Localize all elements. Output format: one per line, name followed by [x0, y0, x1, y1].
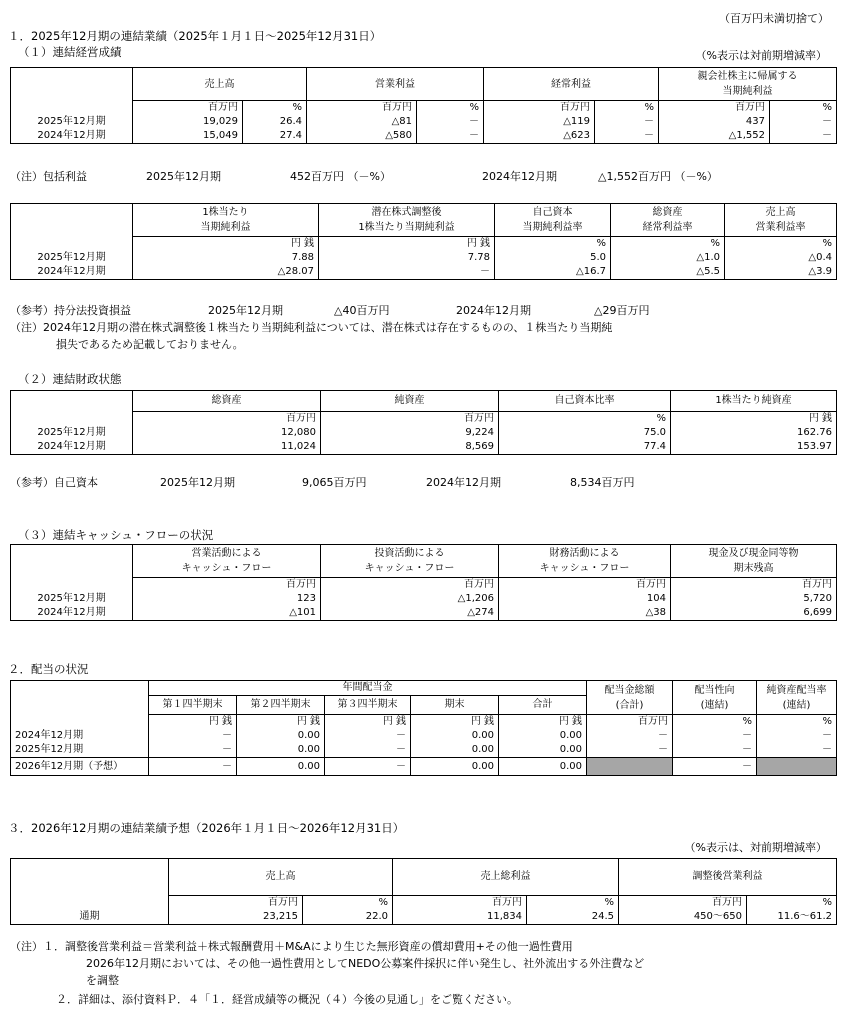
header-forecast-sales: 売上高	[169, 859, 393, 896]
equity-ref-value-1: 9,065百万円	[302, 476, 367, 489]
table-row	[11, 743, 837, 758]
row-label: 通期	[11, 910, 169, 925]
equity-method-period-1: 2025年12月期	[208, 304, 283, 317]
dividends-table	[10, 680, 837, 776]
equity-method-value-2: △29百万円	[594, 304, 650, 317]
row-label: 2024年12月期	[11, 440, 133, 455]
table-row	[11, 910, 837, 925]
cell: 0.00	[411, 743, 499, 758]
cell: 11,834	[393, 910, 527, 925]
row-label: 2024年12月期	[11, 265, 133, 280]
cell: －	[325, 729, 411, 743]
unit-cell: %	[611, 237, 725, 252]
cell: 450～650	[619, 910, 747, 925]
header-cash-end: 現金及び現金同等物 期末残高	[671, 545, 837, 578]
unit-cell: 円 銭	[237, 715, 325, 730]
unit-cell: 円 銭	[149, 715, 237, 730]
header-bps: 1株当たり純資産	[671, 391, 837, 412]
cell: 437	[659, 115, 770, 129]
cell: －	[587, 743, 673, 758]
unit-cell: 百万円	[659, 101, 770, 116]
cell: 6,699	[671, 606, 837, 621]
cell: △119	[484, 115, 595, 129]
forecast-note-1c: を調整	[86, 974, 119, 987]
unit-cell: 円 銭	[325, 715, 411, 730]
row-label: 2026年12月期（予想）	[11, 758, 149, 776]
cell: 75.0	[499, 426, 671, 440]
unit-cell: 百万円	[587, 715, 673, 730]
header-financing-cf: 財務活動による キャッシュ・フロー	[499, 545, 671, 578]
unit-cell: %	[499, 412, 671, 427]
table-row	[11, 251, 837, 265]
unit-cell: 百万円	[133, 578, 321, 593]
equity-method-value-1: △40百万円	[334, 304, 390, 317]
section-1-title: １．2025年12月期の連結業績（2025年１月１日～2025年12月31日）	[8, 29, 382, 43]
header-payout-ratio: 配当性向 (連結)	[673, 681, 757, 715]
cell: △38	[499, 606, 671, 621]
header-net-profit: 親会社株主に帰属する 当期純利益	[659, 68, 837, 101]
table-row	[11, 440, 837, 455]
cell: △274	[321, 606, 499, 621]
cell: －	[149, 758, 237, 776]
equity-method-ref-label: （参考）持分法投資損益	[10, 304, 131, 317]
cell: 23,215	[169, 910, 303, 925]
cell: 0.00	[411, 729, 499, 743]
section-2-title: ２．配当の状況	[8, 662, 89, 676]
table-row	[11, 265, 837, 280]
unit-cell: 百万円	[393, 896, 527, 911]
cell: △1,552	[659, 129, 770, 144]
cell: －	[770, 129, 837, 144]
cell: △5.5	[611, 265, 725, 280]
cell: △81	[307, 115, 417, 129]
diluted-eps-note-line-2: 損失であるため記載しておりません。	[56, 338, 244, 351]
section-1-1-title: （１）連結経営成績	[18, 45, 122, 59]
cell: 7.88	[133, 251, 319, 265]
cell: △623	[484, 129, 595, 144]
unit-cell: 百万円	[484, 101, 595, 116]
cell: 153.97	[671, 440, 837, 455]
row-label: 2024年12月期	[11, 129, 133, 144]
cell: △1.0	[611, 251, 725, 265]
header-roa: 総資産 経常利益率	[611, 204, 725, 237]
cell: －	[595, 129, 659, 144]
unit-cell: 百万円	[133, 412, 321, 427]
forecast-pct-note: （%表示は、対前期増減率）	[684, 841, 827, 854]
unit-cell: 円 銭	[411, 715, 499, 730]
table-row	[11, 115, 837, 129]
cell: －	[417, 129, 484, 144]
forecast-table	[10, 858, 837, 925]
header-forecast-gross-profit: 売上総利益	[393, 859, 619, 896]
unit-cell: 百万円	[499, 578, 671, 593]
table-row-forecast	[11, 758, 837, 776]
unit-cell: %	[595, 101, 659, 116]
cell: 0.00	[237, 729, 325, 743]
header-forecast-adjusted-op: 調整後営業利益	[619, 859, 837, 896]
unit-cell: %	[243, 101, 307, 116]
cell: －	[757, 743, 837, 758]
unit-cell: %	[747, 896, 837, 911]
cell: 0.00	[411, 758, 499, 776]
equity-ref-period-2: 2024年12月期	[426, 476, 501, 489]
cell: 15,049	[133, 129, 243, 144]
cell: 9,224	[321, 426, 499, 440]
header-q1: 第１四半期末	[149, 696, 237, 715]
cell: －	[595, 115, 659, 129]
cell: △28.07	[133, 265, 319, 280]
unit-cell: 百万円	[307, 101, 417, 116]
cell: －	[325, 743, 411, 758]
table-row	[11, 592, 837, 606]
cell: －	[673, 729, 757, 743]
cell: 0.00	[237, 758, 325, 776]
cell: 26.4	[243, 115, 307, 129]
table-row	[11, 729, 837, 743]
header-total-dividend: 配当金総額 (合計)	[587, 681, 673, 715]
cell: 11,024	[133, 440, 321, 455]
header-q2: 第２四半期末	[237, 696, 325, 715]
equity-ref-period-1: 2025年12月期	[160, 476, 235, 489]
header-operating-margin: 売上高 営業利益率	[725, 204, 837, 237]
cell: 24.5	[527, 910, 619, 925]
header-operating-cf: 営業活動による キャッシュ・フロー	[133, 545, 321, 578]
section-1-2-title: （２）連結財政状態	[18, 372, 122, 386]
header-year-end: 期末	[411, 696, 499, 715]
row-label: 2025年12月期	[11, 426, 133, 440]
cell: －	[587, 729, 673, 743]
header-investing-cf: 投資活動による キャッシュ・フロー	[321, 545, 499, 578]
row-label: 2025年12月期	[11, 743, 149, 758]
equity-method-period-2: 2024年12月期	[456, 304, 531, 317]
unit-cell: 円 銭	[671, 412, 837, 427]
shaded-cell	[587, 758, 673, 776]
unit-cell: 円 銭	[499, 715, 587, 730]
operating-results-table	[10, 67, 837, 144]
cash-flow-table	[10, 544, 837, 621]
header-q3: 第３四半期末	[325, 696, 411, 715]
unit-cell: 百万円	[671, 578, 837, 593]
table-row	[11, 129, 837, 144]
section-3-title: ３．2026年12月期の連結業績予想（2026年１月１日～2026年12月31日）	[8, 821, 405, 835]
header-sales: 売上高	[133, 68, 307, 101]
unit-cell: %	[757, 715, 837, 730]
table-row	[11, 426, 837, 440]
cell: －	[417, 115, 484, 129]
cell: 123	[133, 592, 321, 606]
header-operating-profit: 営業利益	[307, 68, 484, 101]
header-blank	[11, 68, 133, 101]
cell: －	[319, 265, 495, 280]
cell: 0.00	[237, 743, 325, 758]
cell: 104	[499, 592, 671, 606]
header-total: 合計	[499, 696, 587, 715]
cell: －	[149, 729, 237, 743]
unit-cell: %	[725, 237, 837, 252]
header-roe: 自己資本 当期純利益率	[495, 204, 611, 237]
equity-ref-value-2: 8,534百万円	[570, 476, 635, 489]
cell: 19,029	[133, 115, 243, 129]
cell: 27.4	[243, 129, 307, 144]
cell: 0.00	[499, 729, 587, 743]
cell: 22.0	[303, 910, 393, 925]
financial-position-table	[10, 390, 837, 455]
comprehensive-income-value-2: △1,552百万円 （－%）	[598, 170, 718, 183]
unit-cell: 円 銭	[319, 237, 495, 252]
unit-cell: %	[303, 896, 393, 911]
cell: △16.7	[495, 265, 611, 280]
cell: △3.9	[725, 265, 837, 280]
unit-cell: %	[673, 715, 757, 730]
cell: △0.4	[725, 251, 837, 265]
forecast-note-2: ２．詳細は、添付資料Ｐ．４「１．経営成績等の概況（４）今後の見通し」をご覧ください。	[56, 993, 518, 1006]
header-total-assets: 総資産	[133, 391, 321, 412]
header-ordinary-profit: 経常利益	[484, 68, 659, 101]
header-net-assets: 純資産	[321, 391, 499, 412]
equity-ref-label: （参考）自己資本	[10, 476, 98, 489]
header-diluted-eps: 潜在株式調整後 1株当たり当期純利益	[319, 204, 495, 237]
shaded-cell	[757, 758, 837, 776]
unit-cell: 百万円	[619, 896, 747, 911]
header-eps: 1株当たり 当期純利益	[133, 204, 319, 237]
unit-cell: 百万円	[133, 101, 243, 116]
cell: 11.6～61.2	[747, 910, 837, 925]
unit-cell: 円 銭	[133, 237, 319, 252]
cell: 7.78	[319, 251, 495, 265]
row-label: 2025年12月期	[11, 115, 133, 129]
header-doe: 純資産配当率 (連結)	[757, 681, 837, 715]
cell: －	[673, 743, 757, 758]
cell: △1,206	[321, 592, 499, 606]
comprehensive-income-period-1: 2025年12月期	[146, 170, 221, 183]
forecast-note-1: （注）１．調整後営業利益＝営業利益＋株式報酬費用＋M&Aにより生じた無形資産の償却費用+その他一過性費用	[10, 940, 573, 953]
diluted-eps-note-line-1: （注）2024年12月期の潜在株式調整後１株当たり当期純利益については、潜在株式は存在するものの、１株当たり当期純	[10, 321, 613, 334]
cell: 0.00	[499, 743, 587, 758]
cell: 162.76	[671, 426, 837, 440]
cell: 77.4	[499, 440, 671, 455]
cell: 12,080	[133, 426, 321, 440]
cell: －	[770, 115, 837, 129]
unit-cell: 百万円	[321, 578, 499, 593]
table-row	[11, 606, 837, 621]
cell: －	[673, 758, 757, 776]
unit-cell: 百万円	[321, 412, 499, 427]
cell: 0.00	[499, 758, 587, 776]
unit-cell: %	[770, 101, 837, 116]
forecast-note-1b: 2026年12月期においては、その他一過性費用としてNEDO公募案件採択に伴い発生し、社外流出する外注費など	[86, 957, 645, 970]
cell: △101	[133, 606, 321, 621]
unit-cell: %	[495, 237, 611, 252]
header-equity-ratio: 自己資本比率	[499, 391, 671, 412]
cell: －	[149, 743, 237, 758]
row-label: 2024年12月期	[11, 729, 149, 743]
row-label: 2025年12月期	[11, 251, 133, 265]
per-share-ratios-table	[10, 203, 837, 280]
unit-note: （百万円未満切捨て）	[719, 12, 829, 25]
row-label: 2024年12月期	[11, 606, 133, 621]
row-label: 2025年12月期	[11, 592, 133, 606]
cell: △580	[307, 129, 417, 144]
pct-note: （%表示は対前期増減率）	[695, 49, 827, 62]
cell: －	[757, 729, 837, 743]
section-1-3-title: （３）連結キャッシュ・フローの状況	[18, 528, 214, 542]
cell: 8,569	[321, 440, 499, 455]
header-annual-dividend: 年間配当金	[149, 681, 587, 696]
comprehensive-income-note-label: （注）包括利益	[10, 170, 87, 183]
cell: 5.0	[495, 251, 611, 265]
unit-cell: %	[527, 896, 619, 911]
comprehensive-income-period-2: 2024年12月期	[482, 170, 557, 183]
cell: －	[325, 758, 411, 776]
cell: 5,720	[671, 592, 837, 606]
unit-cell: %	[417, 101, 484, 116]
unit-cell: 百万円	[169, 896, 303, 911]
comprehensive-income-value-1: 452百万円 （－%）	[290, 170, 391, 183]
